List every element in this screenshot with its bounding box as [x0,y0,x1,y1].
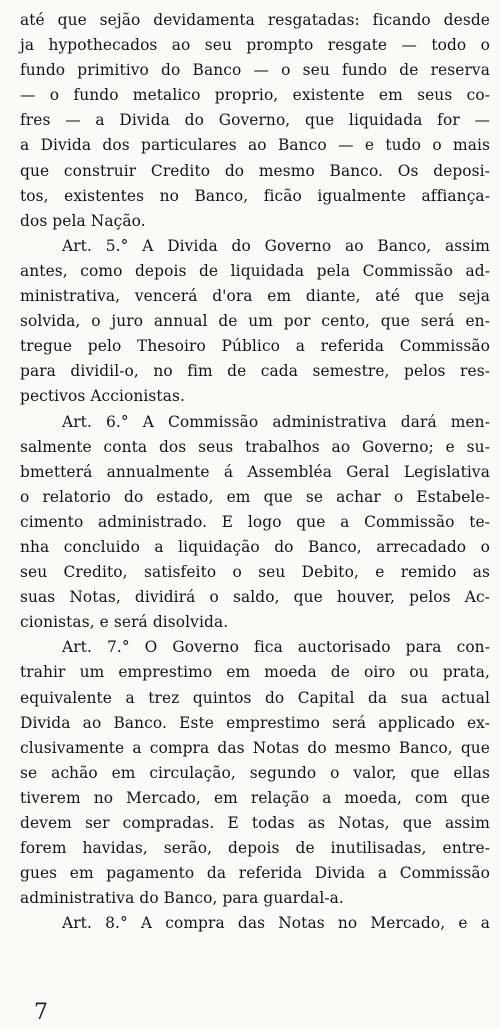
text-line: antes, como depois de liquidada pela Commissão ad- [20,261,490,280]
text-line: gues em pagamento da referida Divida a Commissão [20,864,490,883]
text-line: tos, existentes no Banco, ficão igualmente affiança- [20,186,490,205]
text-line: — o fundo metalico proprio, existente em seus co- [20,86,490,105]
text-line: nha concluido a liquidação do Banco, arrecadado o [20,537,490,556]
text-line: solvida, o juro annual de um por cento, que será en- [20,312,490,331]
text-line: ja hypothecados ao seu prompto resgate — todo o [20,36,490,55]
text-line: suas Notas, dividirá o saldo, que houver, pelos Ac- [20,588,490,607]
text-line: Art. 8.° A compra das Notas no Mercado, e a [62,914,490,933]
text-line: a Divida dos particulares ao Banco — e tudo o mais [20,136,490,155]
ink-mark: 7 [34,1000,48,1025]
text-line: fres — a Divida do Governo, que liquidada for — [20,111,490,130]
text-line: fundo primitivo do Banco — o seu fundo de reserva [20,61,490,80]
text-line: Art. 7.° O Governo fica auctorisado para con- [62,638,490,657]
text-line: que construir Credito do mesmo Banco. Os deposi- [20,161,490,180]
text-line: Art. 6.° A Commissão administrativa dará men- [62,412,490,431]
text-line: Art. 5.° A Divida do Governo ao Banco, assim [62,236,490,255]
text-line: clusivamente a compra das Notas do mesmo Banco, que [20,738,490,757]
text-line: dos pela Nação. [20,211,146,230]
text-line: salmente conta dos seus trabalhos ao Governo; e su- [20,437,490,456]
text-line: forem havidas, serão, depois de inutilisadas, entre- [20,839,490,858]
text-line: para dividil-o, no fim de cada semestre, pelos res- [20,362,490,381]
text-line: o relatorio do estado, em que se achar o Estabele- [20,487,490,506]
text-line: pectivos Accionistas. [20,387,185,406]
text-line: equivalente a trez quintos do Capital da sua actual [20,688,490,707]
text-line: se achão em circulação, segundo o valor, que ellas [20,763,490,782]
text-line: tregue pelo Thesoiro Público a referida Commissão [20,337,490,356]
text-line: cimento administrado. E logo que a Commissão te- [20,512,490,531]
text-line: administrativa do Banco, para guardal-a. [20,889,344,908]
text-line: devem ser compradas. E todas as Notas, que assim [20,814,490,832]
text-line: Divida ao Banco. Este emprestimo será applicado ex- [20,713,490,732]
document-body [20,8,490,936]
text-line: tiverem no Mercado, em relação a moeda, com que [20,788,490,807]
text-line: seu Credito, satisfeito o seu Debito, e remido as [20,563,490,582]
text-line: até que sejão devidamenta resgatadas: ficando desde [20,11,490,29]
text-line: ministrativa, vencerá d'ora em diante, até que seja [20,287,490,306]
text-line: cionistas, e será disolvida. [20,613,229,632]
text-line: trahir um emprestimo em moeda de oiro ou prata, [20,663,490,682]
text-line: bmetterá annualmente á Assembléa Geral Legislativa [20,462,490,481]
